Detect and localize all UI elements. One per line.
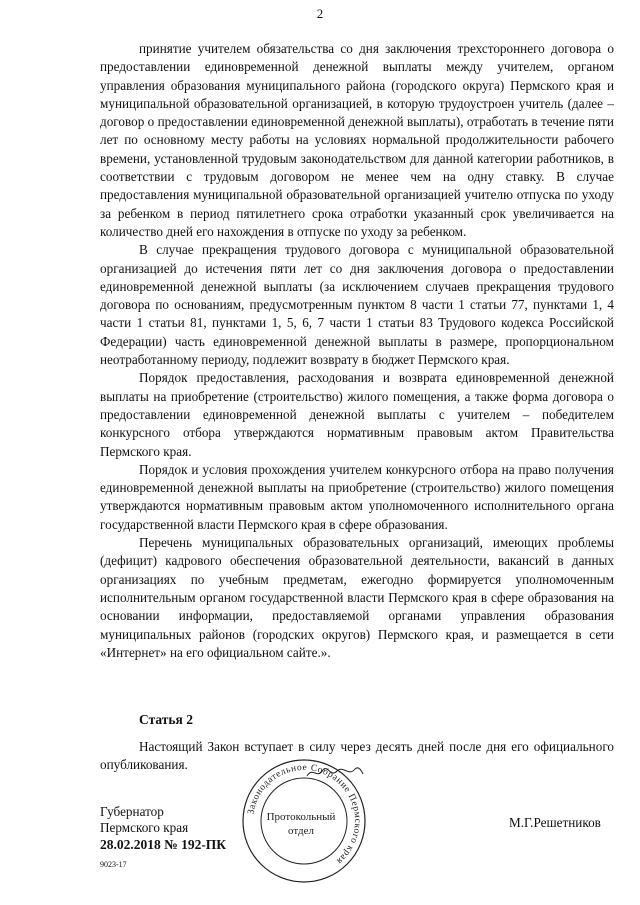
seal-inner-line: Протокольный	[266, 811, 336, 823]
seal-inner-text	[256, 810, 346, 838]
paragraph: Порядок предоставления, расходования и возврата единовременной денежной выплаты на приобретение (строительство) жилого помещения, а также форма договора о предоставлении единовременной денежной выплаты с учителем – победителем конкурсного отбора утверждаются нормативным правовым актом Правительства Пермского края.	[100, 370, 614, 459]
signer-title-line: Губернатор	[100, 804, 164, 819]
registration-number: 9023-17	[100, 860, 127, 869]
article-text: Настоящий Закон вступает в силу через десять дней после дня его официального опубликования.	[100, 739, 614, 773]
paragraph: Порядок и условия прохождения учителем конкурсного отбора на право получения единовременной денежной выплаты на приобретение (строительство) жилого помещения утверждаются нормативным правовым актом уполномоченного исполнительного органа государственной власти Пермского края в сфере образования.	[100, 461, 614, 532]
paragraph: В случае прекращения трудового договора с муниципальной образовательной организацией до истечения пяти лет со дня заключения договора о предоставлении единовременной денежной выплаты (за исключением случаев прекращения трудового договора по основаниям, предусмотренным пунктом 8 части 1 статьи 77, пунктами 1, 4 части 1 статьи 81, пунктами 1, 5, 6, 7 части 1 статьи 83 Трудового кодекса Российской Федерации) часть единовременной денежной выплаты в размере, пропорциональном неотработанному периоду, подлежит возврату в бюджет Пермского края.	[100, 242, 614, 368]
signature-scribble-icon	[305, 762, 365, 782]
document-body	[100, 40, 614, 662]
law-date-number: 28.02.2018 № 192-ПК	[100, 837, 227, 852]
paragraph: Перечень муниципальных образовательных организаций, имеющих проблемы (дефицит) кадрового обеспечения образовательной деятельности, вакансий в данных организациях по учебным предметам, ежегодно формируется уполномоченным исполнительным органом государственной власти Пермского края в сфере образования на основании информации, предоставляемой органами управления образования муниципальных районов (городских округов) Пермского края, и размещается в сети «Интернет» на его официальном сайте.».	[100, 535, 614, 660]
signer-title	[100, 804, 188, 836]
page-number: 2	[316, 6, 324, 21]
seal-inner-line: отдел	[288, 825, 314, 837]
signer-name: М.Г.Решетников	[509, 815, 601, 830]
signer-title-line: Пермского края	[100, 820, 189, 835]
svg-text:Законодательное Собрание Пермс: Законодательное Собрание Пермского края	[246, 762, 363, 867]
article-heading: Статья 2	[139, 712, 193, 727]
paragraph: принятие учителем обязательства со дня заключения трехстороннего договора о предоставлении единовременной денежной выплаты между учителем, органом управления образования муниципального района (городского округа) Пермского края и муниципальной образовательной организацией, в которую трудоустроен учитель (далее – договор о предоставлении единовременной денежной выплаты), отработать в течение пяти лет по основному месту работы на условиях нормальной продолжительности рабочего времени, установленной трудовым законодательством для данной категории работников, в соответствии с трудовым договором не менее чем на одну ставку. В случае предоставления муниципальной образовательной организацией учителю отпуска по уходу за ребенком в период пятилетнего срока отработки указанный срок увеличивается на количество дней его нахождения в отпуске по уходу за ребенком.	[100, 41, 614, 239]
